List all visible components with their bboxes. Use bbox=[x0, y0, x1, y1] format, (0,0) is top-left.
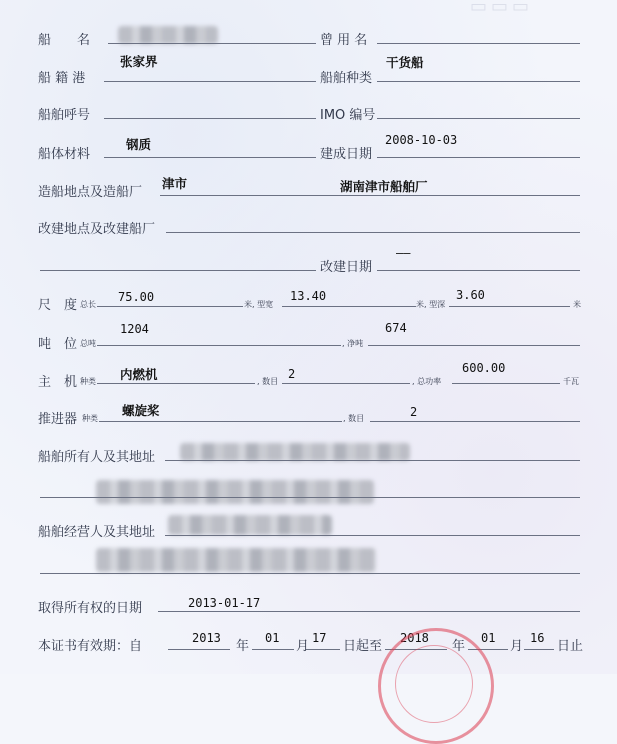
engine-power-sub-label: , 总功率 bbox=[412, 377, 442, 386]
propeller-count-line bbox=[370, 421, 580, 422]
length-line bbox=[97, 306, 243, 307]
operator-line bbox=[165, 535, 580, 536]
build-yard-value: 湖南津市船舶厂 bbox=[340, 179, 428, 194]
breadth-line bbox=[282, 306, 416, 307]
engine-power-value: 600.00 bbox=[462, 361, 506, 375]
valid-to-month: 01 bbox=[481, 631, 496, 645]
ship-type-label: 船舶种类 bbox=[320, 71, 373, 86]
engine-kind-line bbox=[97, 383, 255, 384]
rebuild-place-label: 改建地点及改建船厂 bbox=[38, 222, 156, 237]
hull-material-line bbox=[104, 157, 316, 158]
ship-name-line bbox=[108, 43, 316, 44]
depth-unit: 米 bbox=[573, 300, 581, 309]
rebuild-place-line bbox=[166, 232, 580, 233]
owner-address-redacted bbox=[96, 480, 374, 504]
former-name-line bbox=[377, 43, 580, 44]
port-value: 张家界 bbox=[120, 54, 158, 69]
validity-label: 本证书有效期：自 bbox=[38, 639, 143, 654]
valid-from-day-line bbox=[306, 649, 340, 650]
dimensions-label: 尺 度 bbox=[38, 298, 78, 313]
build-place-value: 津市 bbox=[162, 176, 188, 191]
propeller-kind-sub-label: 种类 bbox=[82, 414, 98, 423]
engine-power-line bbox=[452, 383, 560, 384]
net-tonnage-line bbox=[368, 345, 580, 346]
depth-value: 3.60 bbox=[456, 288, 485, 302]
rebuild-date-label: 改建日期 bbox=[320, 260, 373, 275]
valid-to-day-line bbox=[524, 649, 554, 650]
engine-count-sub-label: , 数目 bbox=[257, 377, 279, 386]
valid-from-year-unit: 年 bbox=[236, 639, 250, 654]
build-date-value: 2008-10-03 bbox=[385, 133, 458, 147]
rebuild-date-line bbox=[377, 270, 580, 271]
tonnage-label: 吨 位 bbox=[38, 337, 78, 352]
until-day-unit: 日止 bbox=[557, 639, 584, 654]
valid-to-month-unit: 月 bbox=[510, 639, 524, 654]
owner-redacted bbox=[180, 443, 410, 461]
engine-count-line bbox=[282, 383, 410, 384]
main-engine-label: 主 机 bbox=[38, 375, 78, 390]
operator-redacted bbox=[168, 515, 332, 535]
valid-to-year: 2018 bbox=[400, 631, 429, 645]
former-name-label: 曾 用 名 bbox=[320, 33, 368, 48]
hull-material-value: 钢质 bbox=[126, 137, 152, 152]
kw-unit: 千瓦 bbox=[563, 377, 579, 386]
depth-sub-label: 米, 型深 bbox=[416, 300, 446, 309]
operator-label: 船舶经营人及其地址 bbox=[38, 525, 156, 540]
imo-label: IMO 编号 bbox=[320, 108, 376, 123]
valid-from-day: 17 bbox=[312, 631, 327, 645]
net-tonnage-value: 674 bbox=[385, 321, 407, 335]
propeller-kind-value: 螺旋桨 bbox=[122, 403, 160, 418]
background-watermark: ▭▭▭ bbox=[470, 0, 534, 17]
owner-line bbox=[165, 460, 580, 461]
ship-type-value: 干货船 bbox=[386, 55, 424, 70]
port-line bbox=[104, 81, 316, 82]
depth-line bbox=[449, 306, 570, 307]
official-seal-inner-ring bbox=[395, 645, 473, 723]
acquisition-date-line bbox=[158, 611, 580, 612]
valid-from-year: 2013 bbox=[192, 631, 221, 645]
build-place-line bbox=[160, 195, 580, 196]
build-date-label: 建成日期 bbox=[320, 147, 373, 162]
acquisition-date-label: 取得所有权的日期 bbox=[38, 601, 143, 616]
engine-kind-sub-label: 种类 bbox=[80, 377, 96, 386]
gross-tonnage-value: 1204 bbox=[120, 322, 149, 336]
rebuild-place-line-2 bbox=[40, 270, 316, 271]
engine-kind-value: 内燃机 bbox=[120, 367, 158, 382]
engine-count-value: 2 bbox=[288, 367, 296, 381]
propeller-count-sub-label: , 数目 bbox=[343, 414, 365, 423]
valid-from-month: 01 bbox=[265, 631, 280, 645]
from-day-unit: 日起至 bbox=[343, 639, 383, 654]
gross-sub-label: 总吨 bbox=[80, 339, 96, 348]
build-date-line bbox=[377, 157, 580, 158]
breadth-sub-label: 米, 型宽 bbox=[244, 300, 274, 309]
owner-label: 船舶所有人及其地址 bbox=[38, 450, 156, 465]
operator-line-2 bbox=[40, 573, 580, 574]
valid-to-year-unit: 年 bbox=[452, 639, 466, 654]
propeller-count-value: 2 bbox=[410, 405, 418, 419]
owner-line-2 bbox=[40, 497, 580, 498]
call-sign-line bbox=[104, 118, 316, 119]
imo-line bbox=[377, 118, 580, 119]
hull-material-label: 船体材料 bbox=[38, 147, 91, 162]
rebuild-date-value: —— bbox=[396, 246, 411, 260]
ship-name-redacted bbox=[118, 26, 218, 44]
acquisition-date-value: 2013-01-17 bbox=[188, 596, 261, 610]
operator-address-redacted bbox=[96, 548, 376, 572]
length-value: 75.00 bbox=[118, 290, 155, 304]
build-place-label: 造船地点及造船厂 bbox=[38, 185, 143, 200]
valid-from-month-unit: 月 bbox=[296, 639, 310, 654]
valid-from-year-line bbox=[168, 649, 230, 650]
breadth-value: 13.40 bbox=[290, 289, 327, 303]
valid-to-day: 16 bbox=[530, 631, 545, 645]
ship-name-label: 船 名 bbox=[38, 33, 91, 48]
gross-tonnage-line bbox=[97, 345, 341, 346]
propeller-label: 推进器 bbox=[38, 412, 78, 427]
official-seal bbox=[378, 628, 494, 744]
port-label: 船 籍 港 bbox=[38, 71, 86, 86]
length-sub-label: 总长 bbox=[80, 300, 96, 309]
call-sign-label: 船舶呼号 bbox=[38, 108, 91, 123]
valid-from-month-line bbox=[252, 649, 294, 650]
net-sub-label: , 净吨 bbox=[342, 339, 364, 348]
ship-type-line bbox=[377, 81, 580, 82]
propeller-kind-line bbox=[99, 421, 342, 422]
